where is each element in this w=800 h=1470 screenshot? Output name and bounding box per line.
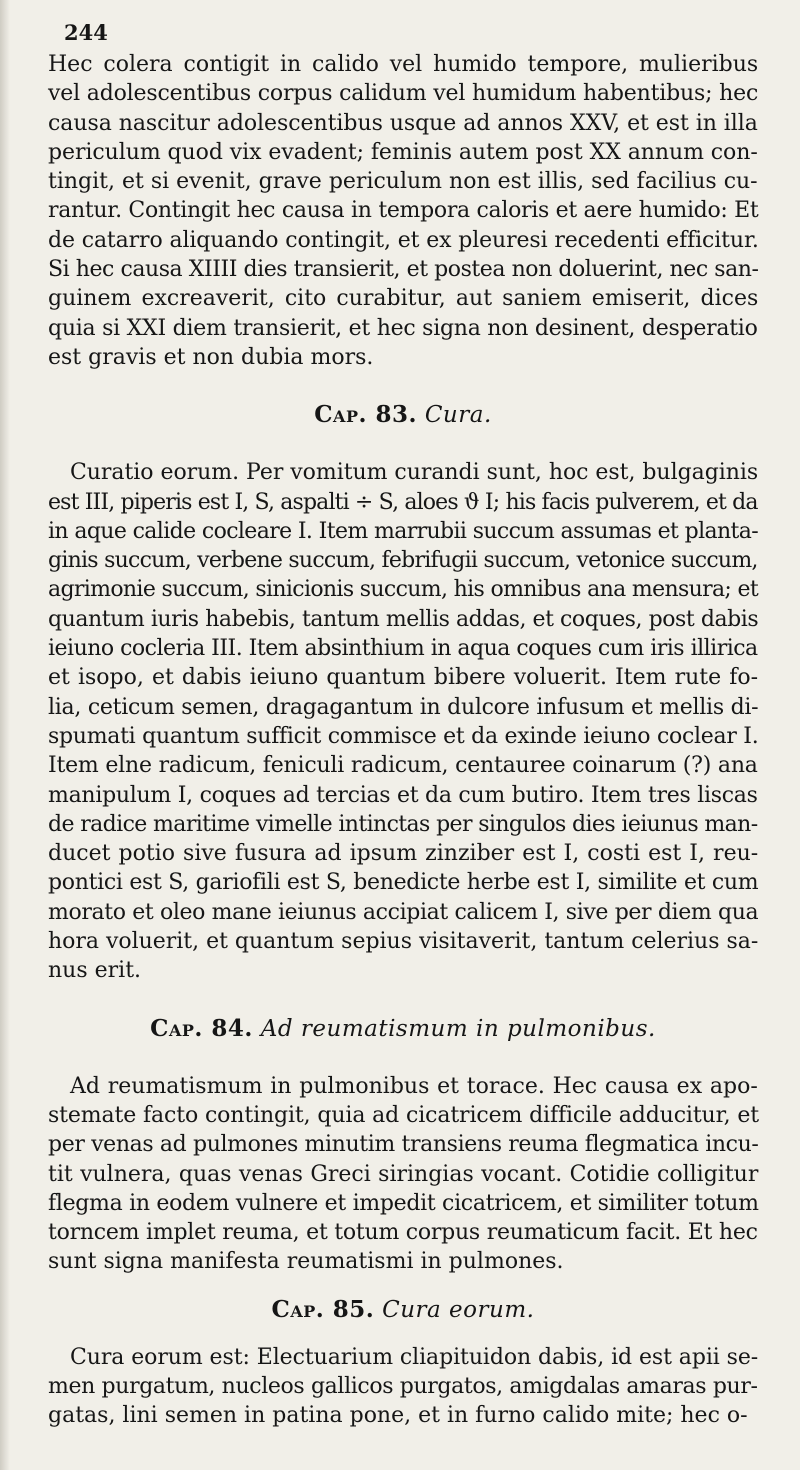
text-line: spumati quantum sufficit commisce et da exinde ieiuno coclear I. (48, 723, 759, 749)
text-line: quantum iuris habebis, tantum mellis addas, et coques, post dabis (48, 606, 759, 632)
text-line: torncem implet reuma, et totum corpus reumaticum facit. Et hec (48, 1220, 758, 1246)
chapter-83-heading (48, 400, 758, 430)
text-line: in aque calide cocleare I. Item marrubii succum assumas et planta- (48, 518, 759, 544)
text-line: stemate facto contingit, quia ad cicatricem difficile adducitur, et (48, 1102, 759, 1128)
chapter-85-number: Cap. 85. (271, 1295, 375, 1323)
chapter-83-number: Cap. 83. (314, 401, 418, 429)
text-line: lia, ceticum semen, dragagantum in dulcore infusum et mellis di- (48, 694, 759, 720)
text-line: causa nascitur adolescentibus usque ad annos XXV, et est in illa (48, 110, 758, 136)
page-edge-shadow (0, 0, 10, 1470)
text-line: Ad reumatismum in pulmonibus et torace. Hec causa ex apo- (70, 1073, 758, 1099)
text-line: vel adolescentibus corpus calidum vel humidum habentibus; hec (48, 81, 759, 107)
text-line: men purgatum, nucleos gallicos purgatos, amigdalas amaras pur- (48, 1373, 758, 1399)
text-line: quia si XXI diem transierit, et hec signa non desinent, desperatio (48, 315, 758, 341)
text-line: Cura eorum est: Electuarium cliapituidon dabis, id est apii se- (70, 1344, 759, 1370)
text-line: agrimonie succum, sinicionis succum, his omnibus ana mensura; et (48, 577, 759, 603)
text-line: de catarro aliquando contingit, et ex pleuresi recedenti efficitur. (48, 227, 759, 253)
text-line: pontici est S, gariofili est S, benedicte herbe est I, similite et cum (48, 870, 759, 896)
chapter-84-heading (48, 1014, 758, 1044)
text-line: est III, piperis est I, S, aspalti ÷ S, aloes ϑ I; his facis pulverem, et da (48, 489, 758, 515)
text-line: Item elne radicum, feniculi radicum, centauree coinarum (?) ana (48, 753, 758, 779)
chapter-83-title: Cura. (424, 402, 492, 429)
chapter-84-title: Ad reumatismum in pulmonibus. (260, 1015, 656, 1042)
text-line: nus erit. (48, 958, 142, 984)
text-line: est gravis et non dubia mors. (48, 344, 374, 370)
text-line: flegma in eodem vulnere et impedit cicatricem, et similiter totum (48, 1190, 759, 1216)
text-line: hora voluerit, et quantum sepius visitaverit, tantum celerius sa- (48, 929, 759, 955)
text-line: Curatio eorum. Per vomitum curandi sunt, hoc est, bulgaginis (70, 460, 759, 486)
text-line: gatas, lini semen in patina pone, et in furno calido mite; hec o- (48, 1403, 748, 1429)
text-line: tingit, et si evenit, grave periculum non est illis, sed facilius cu- (48, 169, 758, 195)
text-line: periculum quod vix evadent; feminis autem post XX annum con- (48, 139, 758, 165)
text-line: per venas ad pulmones minutim transiens reuma flegmatica incu- (48, 1132, 759, 1158)
paragraph-cura-eorum (48, 1343, 758, 1431)
paragraph-colera (48, 50, 758, 372)
text-line: ducet potio sive fusura ad ipsum zinziber est I, costi est I, reu- (48, 841, 759, 867)
text-line: ieiuno cocleria III. Item absinthium in aqua coques cum iris illirica (48, 636, 758, 662)
page-number: 244 (64, 20, 108, 45)
text-line: Si hec causa XIIII dies transierit, et postea non doluerint, nec san- (48, 257, 759, 283)
chapter-84-number: Cap. 84. (150, 1014, 253, 1042)
text-line: rantur. Contingit hec causa in tempora caloris et aere humido: Et (48, 198, 759, 224)
text-line: morato et oleo mane ieiunus accipiat calicem I, sive per diem qua (48, 899, 759, 925)
text-line: sunt signa manifesta reumatismi in pulmones. (48, 1249, 564, 1275)
text-line: ginis succum, verbene succum, febrifugii succum, vetonice succum, (48, 548, 758, 574)
text-line: guinem excreaverit, cito curabitur, aut saniem emiserit, dices (48, 286, 759, 312)
text-line: Hec colera contigit in calido vel humido tempore, mulieribus (48, 52, 759, 77)
paragraph-reumatismum (48, 1072, 758, 1277)
chapter-85-title: Cura eorum. (382, 1296, 535, 1323)
text-line: tit vulnera, quas venas Greci siringias vocant. Cotidie colligitur (48, 1161, 759, 1187)
text-line: de radice maritime vimelle intinctas per singulos dies ieiunus man- (48, 811, 758, 837)
chapter-85-heading (48, 1295, 758, 1325)
text-line: manipulum I, coques ad tercias et da cum butiro. Item tres liscas (48, 782, 758, 808)
text-line: et isopo, et dabis ieiuno quantum bibere voluerit. Item rute fo- (48, 665, 759, 691)
paragraph-curatio (48, 458, 758, 985)
